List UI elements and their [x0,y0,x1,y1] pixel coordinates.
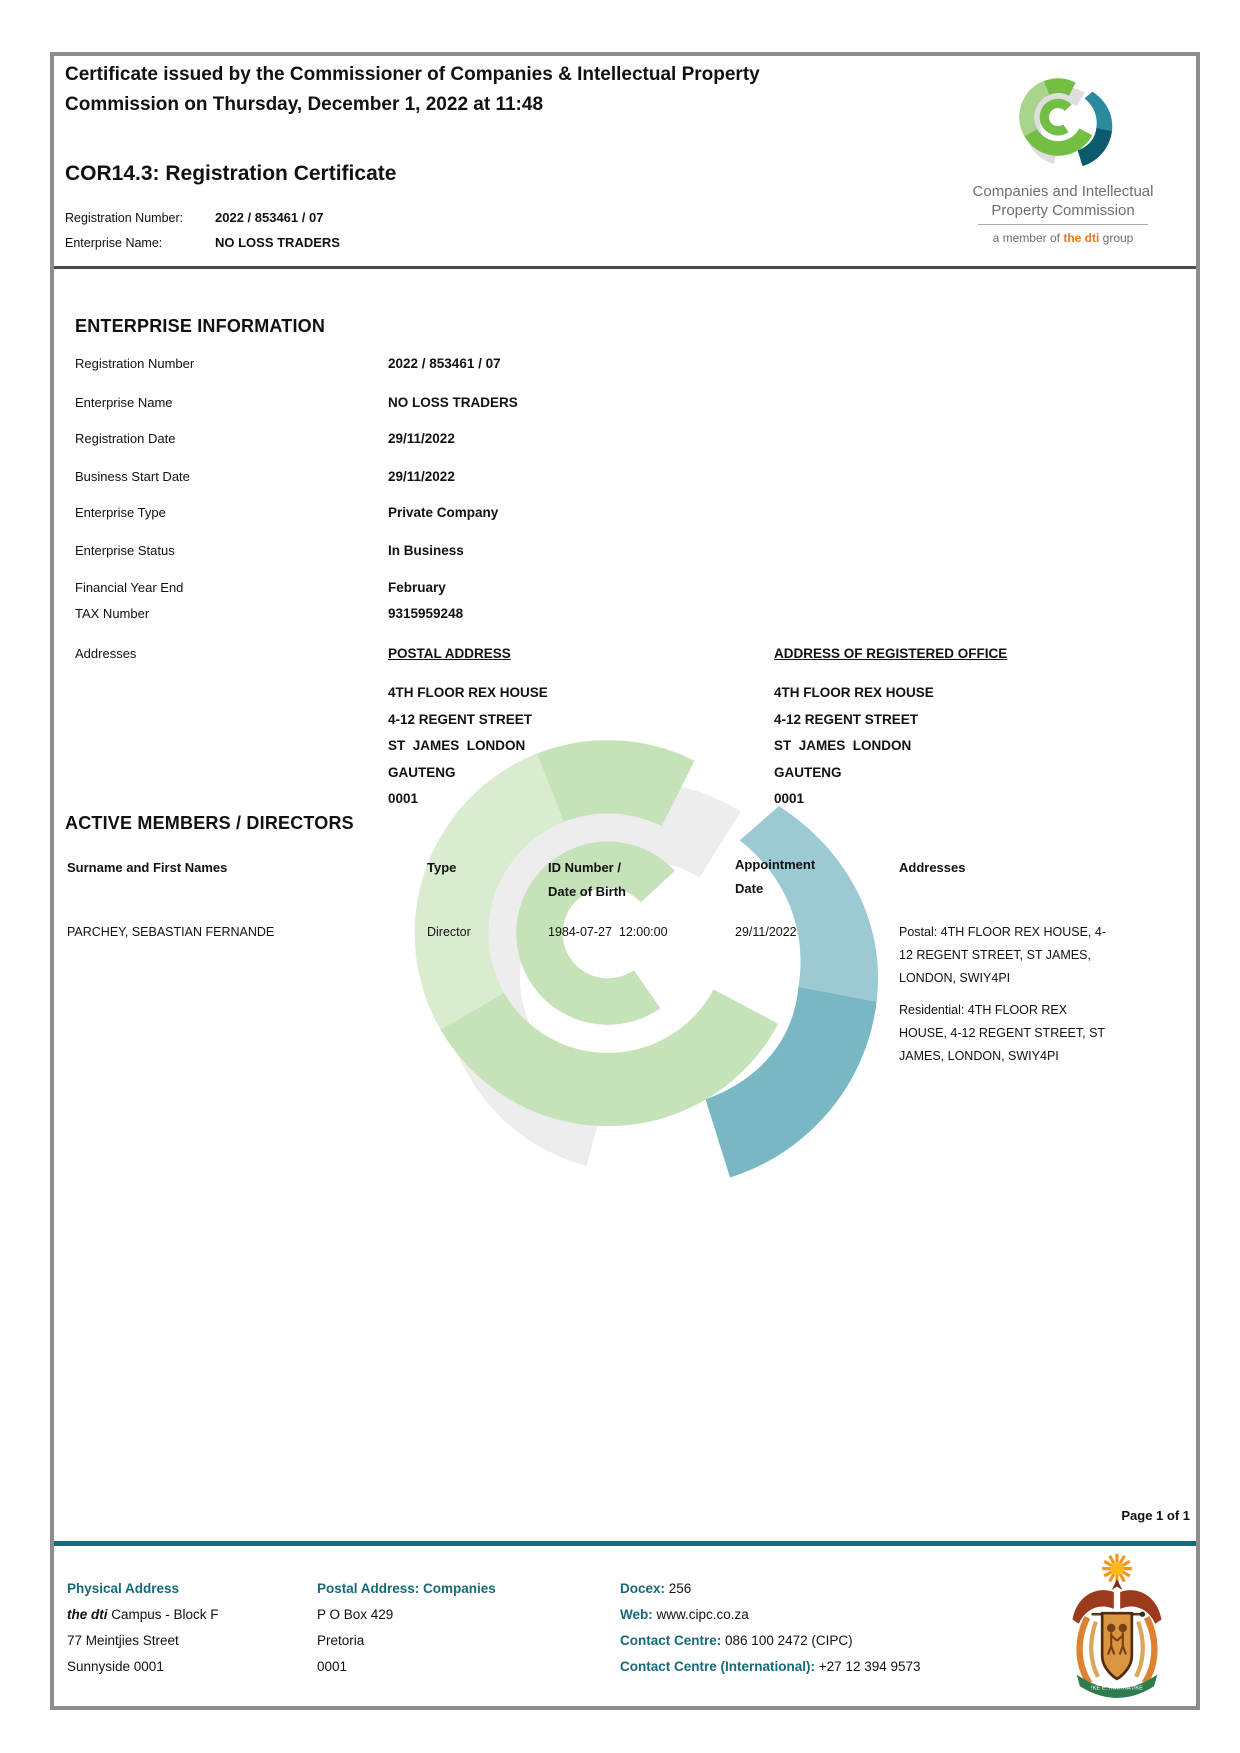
info-value: 2022 / 853461 / 07 [388,356,501,371]
col-header-id-line2: Date of Birth [548,884,626,899]
director-appointment-date: 29/11/2022 [735,925,797,939]
contact-centre-intl-value: +27 12 394 9573 [818,1659,921,1674]
footer-postal-line3: 0001 [317,1659,348,1674]
footer-rule [54,1541,1196,1546]
info-value: February [388,580,446,595]
member-prefix: a member of [992,231,1064,245]
address-line: GAUTENG [388,764,456,780]
info-row-registration-date [75,431,1075,446]
footer-postal-line2: Pretoria [317,1633,365,1648]
registered-address-block [774,680,1104,813]
info-value: NO LOSS TRADERS [388,395,518,410]
footer-physical-line1 [67,1602,307,1628]
col-header-type: Type [427,860,457,875]
form-title: COR14.3: Registration Certificate [65,162,397,185]
footer-physical-line2: 77 Meintjies Street [67,1633,179,1648]
dti-brand: the dti [1063,231,1100,245]
address-line: 4-12 REGENT STREET [774,711,919,727]
address-line: 4-12 REGENT STREET [388,711,533,727]
director-type: Director [427,925,471,939]
address-line: ST JAMES LONDON [774,738,912,753]
enterprise-info-heading: ENTERPRISE INFORMATION [75,316,326,336]
docex-value: 256 [668,1581,692,1596]
logo-org-line2: Property Commission [991,202,1135,219]
footer-physical-line1-rest: Campus - Block F [107,1607,219,1622]
info-label: Business Start Date [75,469,190,484]
emblem-motto: !KE E: /XARRA //KE [1090,1685,1144,1692]
footer-contact-centre-line [620,1628,1050,1654]
director-addresses [899,921,1113,1077]
dti-brand: the dti [67,1607,108,1622]
info-row-enterprise-name [75,395,1075,410]
footer-physical-address [67,1576,307,1680]
logo-org-line1: Companies and Intellectual [972,183,1154,200]
postal-address-heading: POSTAL ADDRESS [388,646,511,661]
contact-centre-intl-label: Contact Centre (International): [620,1659,816,1674]
footer-docex-line [620,1576,1050,1602]
footer-physical-heading: Physical Address [67,1581,180,1596]
footer-postal-line1: P O Box 429 [317,1607,394,1622]
contact-centre-label: Contact Centre: [620,1633,722,1648]
director-postal-address: Postal: 4TH FLOOR REX HOUSE, 4-12 REGENT STREET, ST JAMES, LONDON, SWIY4PI [899,925,1106,985]
director-surname: PARCHEY, SEBASTIAN FERNANDE [67,925,275,939]
certificate-title: Certificate issued by the Commissioner of Companies & Intellectual Property Commission on Thursday, December 1, 2022 at 11:48 [65,64,760,115]
enterprise-name-value: NO LOSS TRADERS [215,235,340,250]
address-line: 4TH FLOOR REX HOUSE [774,685,934,700]
col-header-id-number [548,856,626,904]
info-label: Registration Date [75,431,176,446]
page-indicator: Page 1 of 1 [1121,1508,1190,1523]
enterprise-name-label: Enterprise Name: [65,236,163,250]
logo-member-line [950,231,1176,245]
footer-physical-line3: Sunnyside 0001 [67,1659,164,1674]
director-id-number: 1984-07-27 12:00:00 [548,925,668,939]
footer-postal-address [317,1576,577,1680]
col-header-appointment [735,853,815,901]
info-label: Registration Number [75,356,195,371]
footer-web-line [620,1602,1050,1628]
info-label: Enterprise Name [75,395,173,410]
address-line: GAUTENG [774,764,842,780]
info-row-enterprise-status [75,543,1075,558]
col-header-appt-line2: Date [735,881,764,896]
info-row-tax-number [75,606,1075,621]
info-value: Private Company [388,505,499,520]
footer-contact-info [620,1576,1050,1680]
logo-divider [978,224,1148,225]
cipc-logo-icon [996,72,1126,174]
address-line: ST JAMES LONDON [388,738,526,753]
director-residential-address: Residential: 4TH FLOOR REX HOUSE, 4-12 REGENT STREET, ST JAMES, LONDON, SWIY4PI [899,1003,1105,1063]
web-value: www.cipc.co.za [656,1607,749,1622]
member-suffix: group [1099,231,1134,245]
header-separator [54,266,1196,269]
col-header-addresses: Addresses [899,860,966,875]
coat-of-arms-icon [1064,1552,1170,1704]
col-header-appt-line1: Appointment [735,857,816,872]
directors-heading: ACTIVE MEMBERS / DIRECTORS [65,813,354,833]
info-value: 29/11/2022 [388,469,455,484]
info-label: Financial Year End [75,580,184,595]
col-header-id-line1: ID Number / [548,860,621,875]
addresses-label: Addresses [75,646,137,661]
info-label: Enterprise Status [75,543,175,558]
address-line: 0001 [388,791,419,806]
info-value: In Business [388,543,464,558]
address-line: 4TH FLOOR REX HOUSE [388,685,548,700]
web-label: Web: [620,1607,653,1622]
address-line: 0001 [774,791,805,806]
info-value: 9315959248 [388,606,464,621]
info-row-enterprise-type [75,505,1075,520]
reg-number-value: 2022 / 853461 / 07 [215,210,324,225]
col-header-surname: Surname and First Names [67,860,228,875]
contact-centre-value: 086 100 2472 (CIPC) [725,1633,853,1648]
info-row-business-start-date [75,469,1075,484]
footer-postal-heading: Postal Address: Companies [317,1581,496,1596]
logo-org-name [950,182,1176,220]
postal-address-block [388,680,718,813]
reg-number-label: Registration Number: [65,211,184,225]
info-row-financial-year-end [75,580,1075,595]
info-value: 29/11/2022 [388,431,455,446]
info-label: Enterprise Type [75,505,166,520]
footer-contact-centre-intl-line [620,1654,1050,1680]
info-row-registration-number [75,356,1075,371]
info-label: TAX Number [75,606,150,621]
docex-label: Docex: [620,1581,666,1596]
registered-office-heading: ADDRESS OF REGISTERED OFFICE [774,646,1008,661]
